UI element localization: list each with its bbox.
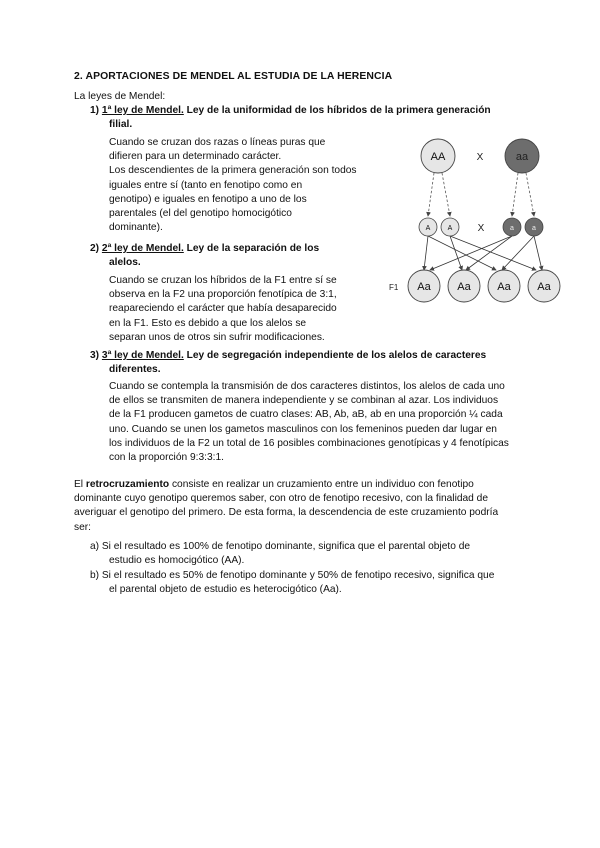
parent-AA <box>421 139 455 173</box>
f1-label: F1 <box>389 283 399 292</box>
gamete-label: A <box>447 225 453 232</box>
offspring-label: Aa <box>537 281 551 293</box>
link-AA-A1 <box>428 173 434 216</box>
parent-AA-label: AA <box>430 151 446 163</box>
gamete-label: a <box>532 225 536 232</box>
law2-line: en la F1. Esto es debido a que los alelos se <box>109 317 307 329</box>
link-AA-A2 <box>442 173 450 216</box>
retro-line: dominante cuyo genotipo queremos saber, con otro de fenotipo recesivo, con la finalidad de <box>74 493 488 505</box>
law3-line: con la proporción 9:3:3:1. <box>109 452 224 464</box>
option-b-line2: el parental objeto de estudio es heterocigótico (Aa). <box>109 584 342 596</box>
gamete-A-2 <box>441 218 459 236</box>
cross-symbol-top: X <box>476 152 484 163</box>
law3-desc-cont: diferentes. <box>109 364 161 376</box>
law3-line: de la F1 producen gametos de cuatro clases: AB, Ab, aB, ab en una proporción ¼ cada <box>109 409 503 421</box>
law1-line: iguales entre sí (tanto en fenotipo como en <box>109 179 303 191</box>
retro-term: retrocruzamiento <box>85 479 170 490</box>
retro-line <box>74 478 534 492</box>
law3-name: 3ª ley de Mendel. <box>101 350 184 361</box>
gamete-A-1 <box>419 218 437 236</box>
law3-number: 3) <box>90 350 100 361</box>
law1-line: dominante). <box>109 222 163 234</box>
offspring-label: Aa <box>457 281 471 293</box>
law2-desc-cont: alelos. <box>109 257 141 269</box>
gamete-a-1 <box>503 218 521 236</box>
offspring-label: Aa <box>417 281 431 293</box>
law3-line: Cuando se contempla la transmisión de dos caracteres distintos, los alelos de cada uno <box>109 381 505 392</box>
link-g4-o4 <box>534 236 542 270</box>
law3-line: de ellos se transmiten de manera independiente y se combinan al azar. Los individuos <box>109 395 499 407</box>
link-g3-o2 <box>466 236 512 270</box>
law1-heading <box>90 104 530 132</box>
law3-body <box>109 380 541 465</box>
law2-number: 2) <box>90 243 100 254</box>
law1-line: parentales (el del genotipo homocigótico <box>109 208 292 220</box>
offspring-label: Aa <box>497 281 511 293</box>
retro-rest: consiste en realizar un cruzamiento entre un individuo con fenotipo <box>169 479 474 490</box>
cross-symbol-gametes: X <box>477 223 485 234</box>
link-g2-o2 <box>450 236 462 270</box>
retro-line: ser: <box>74 521 91 533</box>
link-g4-o3 <box>502 236 534 270</box>
offspring-3 <box>488 270 520 302</box>
gamete-label: A <box>425 225 431 232</box>
law1-line: Cuando se cruzan dos razas o líneas puras que <box>109 137 326 148</box>
parent-aa <box>505 139 539 173</box>
gamete-label: a <box>510 225 514 232</box>
option-a-line1: a) Si el resultado es 100% de fenotipo dominante, significa que el parental objeto de <box>90 541 471 552</box>
retro-prefix: El <box>74 479 86 490</box>
link-g2-o4 <box>450 236 536 270</box>
law1-desc-cont: filial. <box>109 119 133 131</box>
law1-body <box>109 136 381 235</box>
law1-number: 1) <box>90 105 100 116</box>
mendel-cross-diagram <box>380 132 570 310</box>
law2-name: 2ª ley de Mendel. <box>101 243 184 254</box>
law3-line: los individuos de la F2 un total de 16 posibles combinaciones genotípicas y 4 fenotípicas <box>109 437 509 449</box>
link-g1-o1 <box>424 236 428 270</box>
law2-line: separan unos de otros sin sufrir modificaciones. <box>109 331 325 343</box>
law2-body <box>109 274 369 345</box>
law2-line: Cuando se cruzan los híbridos de la F1 entre sí se <box>109 275 337 286</box>
intro-text: La leyes de Mendel: <box>74 91 166 102</box>
retro-paragraph <box>74 478 534 535</box>
offspring-2 <box>448 270 480 302</box>
law3-desc: Ley de segregación independiente de los alelos de caracteres <box>186 350 487 361</box>
parent-aa-label: aa <box>515 151 529 163</box>
section-title: 2. APORTACIONES DE MENDEL AL ESTUDIA DE LA HERENCIA <box>74 71 393 82</box>
option-a-line2: estudio es homocigótico (AA). <box>109 555 245 567</box>
law1-desc: Ley de la uniformidad de los híbridos de la primera generación <box>186 105 491 116</box>
law2-line: reapareciendo el carácter que había desaparecido <box>109 303 337 315</box>
gamete-a-2 <box>525 218 543 236</box>
retro-line: averiguar el genotipo del primero. De esta forma, la descendencia de este cruzamiento podría <box>74 507 499 519</box>
offspring-1 <box>408 270 440 302</box>
option-b <box>90 569 520 597</box>
link-g3-o1 <box>430 236 512 270</box>
gamete-offspring-links <box>424 236 542 270</box>
link-aa-a2 <box>526 173 534 216</box>
law2-line: observa en la F2 una proporción fenotípica de 3:1, <box>109 289 337 301</box>
law1-line: genotipo) e iguales en fenotipo a uno de los <box>109 193 307 205</box>
law2-heading <box>90 242 380 270</box>
law3-line: uno. Cuando se unen los gametos masculinos con los femeninos pueden dar lugar en <box>109 423 497 435</box>
parent-gamete-links <box>428 173 534 216</box>
law3-heading <box>90 349 550 377</box>
law1-line: Los descendientes de la primera generación son todos <box>109 165 357 177</box>
law1-line: difieren para un determinado carácter. <box>109 151 282 163</box>
law1-name: 1ª ley de Mendel. <box>101 105 184 116</box>
law2-desc: Ley de la separación de los <box>186 243 320 254</box>
link-aa-a1 <box>512 173 518 216</box>
option-b-line1: b) Si el resultado es 50% de fenotipo dominante y 50% de fenotipo recesivo, significa que <box>90 570 495 581</box>
offspring-4 <box>528 270 560 302</box>
option-a <box>90 540 520 568</box>
